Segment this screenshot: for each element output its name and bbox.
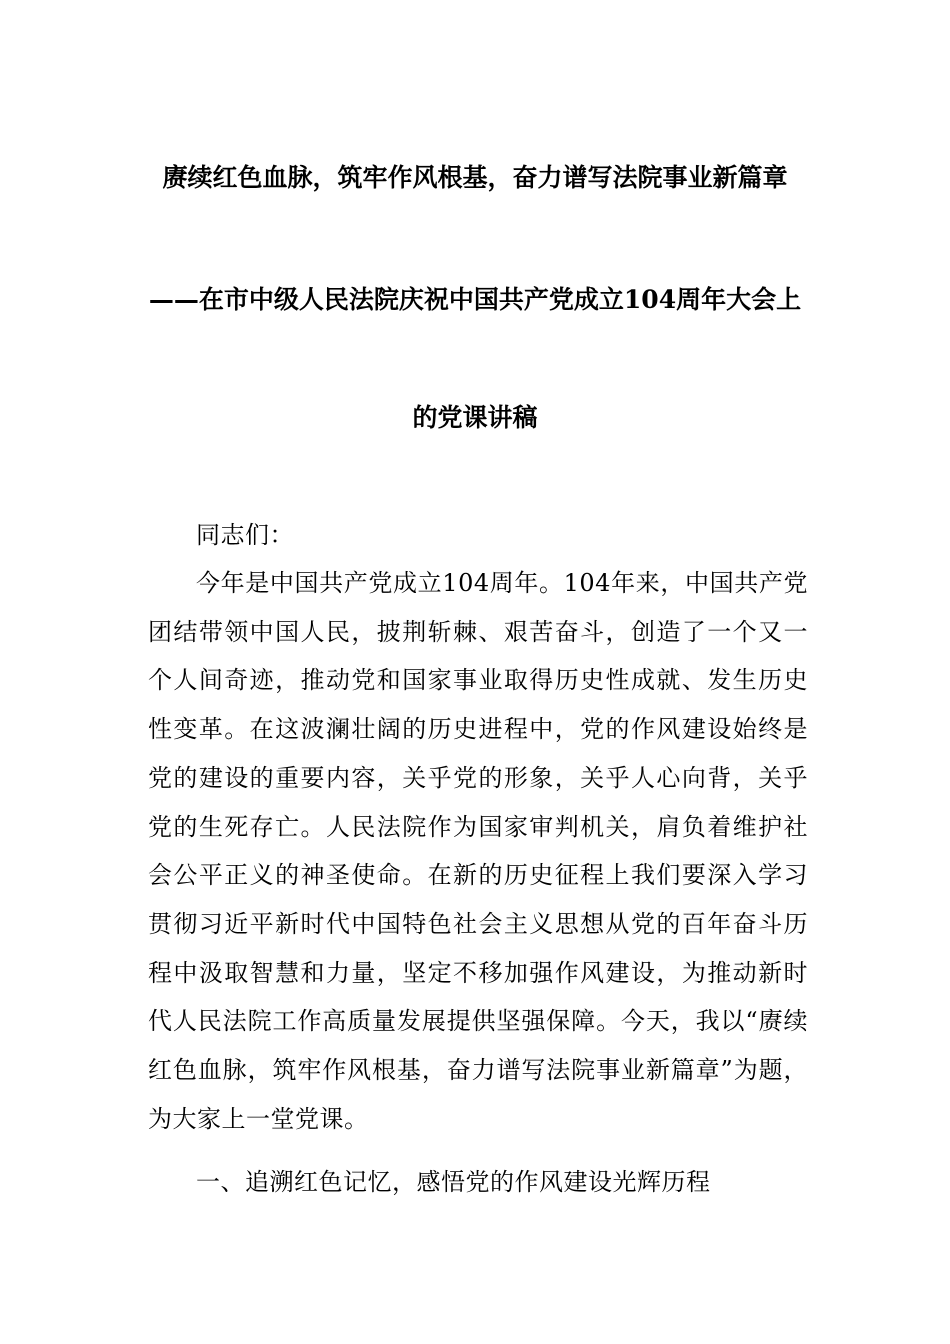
salutation-text: 同志们： bbox=[196, 521, 294, 549]
paragraph-1-text: 今年是中国共产党成立104周年。104年来，中国共产党团结带领中国人民，披荆斩棘、艰苦奋斗，创造了一个又一个人间奇迹，推动党和国家事业取得历史性成就、发生历史性变革。在这波澜壮阔的历史进程中，党的作风建设始终是党的建设的重要内容，关乎党的形象，关乎人心向背，关乎党的生死存亡。人民法院作为国家审判机关，肩负着维护社会公平正义的神圣使命。在新的历史征程上我们要深入学习贯彻习近平新时代中国特色社会主义思想从党的百年奋斗历程中汲取智慧和力量，坚定不移加强作风建设，为推动新时代人民法院工作高质量发展提供坚强保障。今天，我以“赓续红色血脉，筑牢作风根基，奋力谱写法院事业新篇章”为题，为大家上一堂党课。 bbox=[148, 569, 808, 1133]
document-subtitle-line-1: ——在市中级人民法院庆祝中国共产党成立104周年大会上 bbox=[148, 285, 802, 314]
section-heading-1 bbox=[148, 1158, 808, 1207]
paragraph-1 bbox=[148, 559, 808, 1143]
section-heading-1-text: 一、追溯红色记忆，感悟党的作风建设光辉历程 bbox=[196, 1168, 711, 1196]
document-title: 赓续红色血脉，筑牢作风根基，奋力谱写法院事业新篇章 bbox=[162, 163, 788, 192]
salutation bbox=[148, 511, 808, 560]
document-subtitle-line-2: 的党课讲稿 bbox=[412, 403, 538, 432]
